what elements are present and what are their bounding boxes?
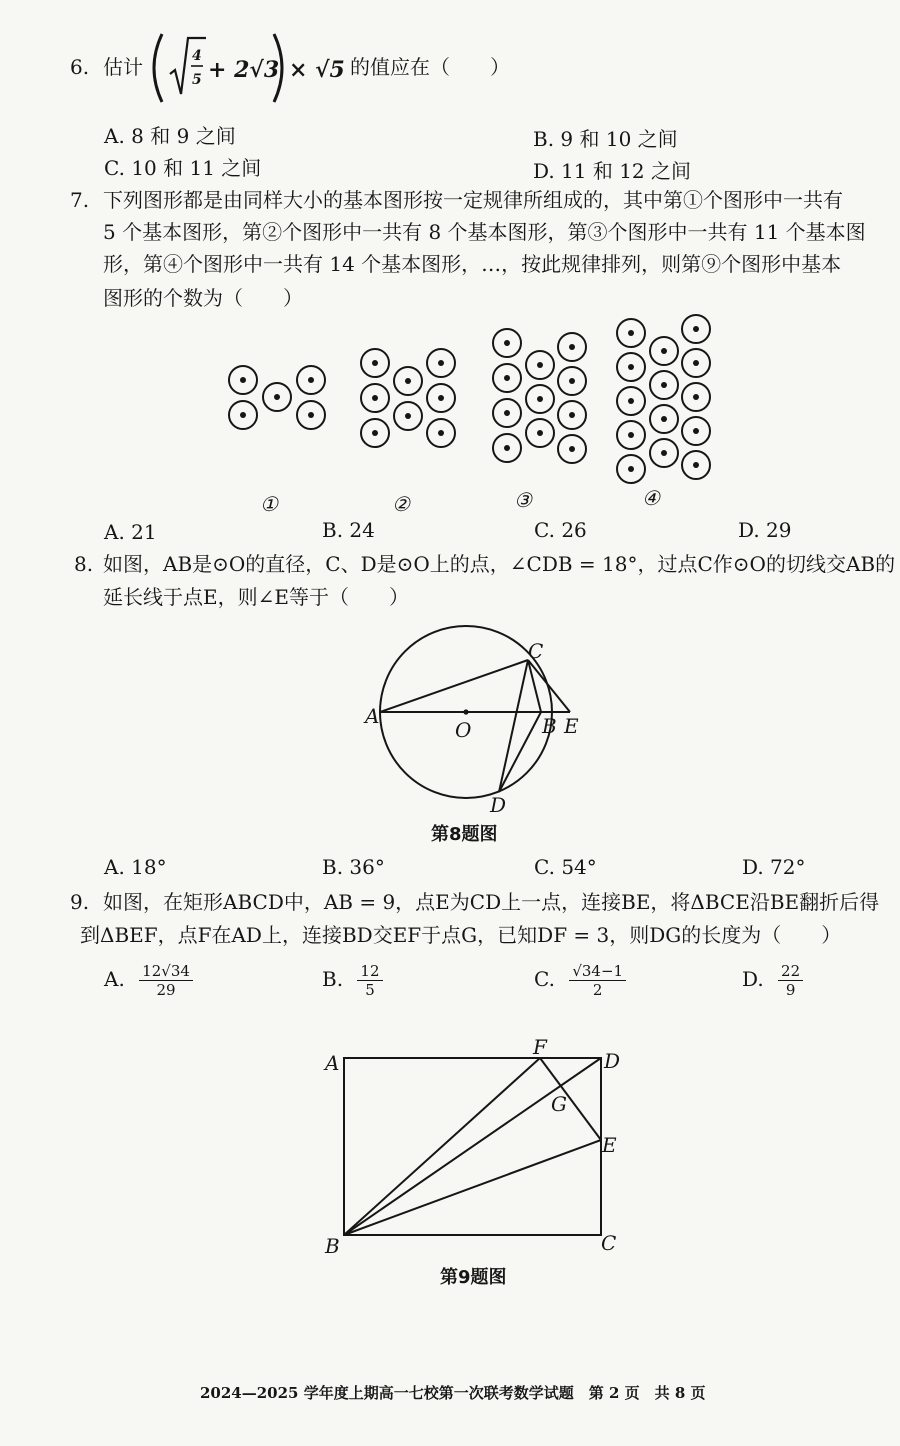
point-label-g: G: [551, 1092, 567, 1116]
circle-unit-icon: [682, 417, 710, 445]
q6-radicand-den: 5: [192, 72, 202, 88]
q7-option-b: B. 24: [322, 518, 375, 542]
circle-unit-icon: [558, 333, 586, 361]
circle-unit-icon: [394, 367, 422, 395]
point-label-b: B: [542, 714, 557, 738]
line-be: [344, 1140, 601, 1235]
circle-unit-icon: [297, 401, 325, 429]
line-bf: [344, 1058, 540, 1235]
q6-option-a: A. 8 和 9 之间: [104, 124, 236, 148]
circle-unit-icon: [493, 434, 521, 462]
circle-unit-icon: [682, 383, 710, 411]
q6-option-c: C. 10 和 11 之间: [104, 156, 262, 180]
circle-unit-icon: [558, 367, 586, 395]
q8-circle-figure: [355, 625, 595, 825]
point-label-d: D: [604, 1049, 621, 1073]
circle-unit-icon: [263, 383, 291, 411]
q7-option-c: C. 26: [534, 518, 587, 542]
q8-option-c: C. 54°: [534, 855, 597, 879]
circle-unit-icon: [617, 319, 645, 347]
q9-line-2: 到ΔBEF，点F在AD上，连接BD交EF于点G，已知DF = 3，则DG的长度为（ ）: [80, 923, 842, 947]
q7-pattern-figure: [210, 305, 730, 525]
q6-radicand-num: 4: [192, 48, 202, 64]
fraction: $\frac{12}{5}$: [357, 962, 382, 999]
pattern-label-1: ①: [260, 492, 278, 516]
q8-option-b: B. 36°: [322, 855, 385, 879]
point-label-f: F: [533, 1035, 547, 1059]
q7-option-d: D. 29: [738, 518, 792, 542]
circle-unit-icon: [493, 329, 521, 357]
q6-plus-term: + 2√3: [208, 57, 280, 83]
circle-unit-icon: [361, 419, 389, 447]
pattern-4: [617, 315, 710, 483]
circle-unit-icon: [617, 353, 645, 381]
q9-line-1: 如图，在矩形ABCD中，AB = 9，点E为CD上一点，连接BE，将ΔBCE沿BE翻折后得: [103, 890, 880, 914]
q7-line-3: 形，第④个图形中一共有 14 个基本图形，…，按此规律排列，则第⑨个图形中基本: [103, 252, 842, 276]
fraction: $\frac{√34-1}{2}$: [569, 962, 626, 999]
page-footer: 2024—2025 学年度上期高一七校第一次联考数学试题 第 2 页 共 8 页: [200, 1384, 706, 1402]
line-ac: [380, 660, 528, 712]
pattern-label-3: ③: [514, 488, 532, 512]
q6-lead: 估计: [103, 55, 143, 79]
left-paren-icon: [154, 34, 162, 102]
circle-unit-icon: [650, 371, 678, 399]
circle-unit-icon: [493, 399, 521, 427]
q8-figure-caption: 第8题图: [431, 824, 498, 845]
line-bd: [344, 1058, 601, 1235]
circle-unit-icon: [394, 402, 422, 430]
q6-option-b: B. 9 和 10 之间: [533, 127, 678, 151]
point-label-o: O: [455, 718, 472, 742]
q6-times-term: × √5: [289, 57, 345, 83]
q9-option-d: D. $\frac{22}{9}$: [742, 962, 803, 999]
line-cd: [499, 660, 528, 792]
q9-figure-caption: 第9题图: [440, 1267, 507, 1288]
q8-number: 8.: [74, 552, 94, 576]
q9-option-a: A. $\frac{12√34}{29}$: [104, 962, 193, 999]
circle-unit-icon: [650, 337, 678, 365]
circle-unit-icon: [682, 451, 710, 479]
circle-unit-icon: [526, 419, 554, 447]
point-label-c: C: [601, 1231, 617, 1255]
circle-unit-icon: [361, 384, 389, 412]
fraction: $\frac{12√34}{29}$: [139, 962, 193, 999]
point-label-e: E: [564, 714, 579, 738]
point-label-d: D: [490, 793, 507, 817]
circle-unit-icon: [229, 366, 257, 394]
q9-option-c: C. $\frac{√34-1}{2}$: [534, 962, 626, 999]
circle-unit-icon: [427, 419, 455, 447]
pattern-3: [493, 329, 586, 463]
q6-expression: [148, 30, 345, 106]
circle-unit-icon: [558, 435, 586, 463]
q6-number: 6.: [70, 55, 90, 79]
q9-rectangle-figure: [315, 1030, 630, 1260]
q7-line-2: 5 个基本图形，第②个图形中一共有 8 个基本图形，第③个图形中一共有 11 个基本图: [103, 220, 866, 244]
circle-unit-icon: [427, 384, 455, 412]
circle-unit-icon: [427, 349, 455, 377]
circle-unit-icon: [650, 405, 678, 433]
circle-unit-icon: [617, 455, 645, 483]
pattern-label-4: ④: [642, 486, 660, 510]
circle-unit-icon: [493, 364, 521, 392]
q6-option-d: D. 11 和 12 之间: [533, 159, 692, 183]
q7-line-1: 下列图形都是由同样大小的基本图形按一定规律所组成的，其中第①个图形中一共有: [103, 188, 843, 212]
circle-unit-icon: [526, 385, 554, 413]
point-label-a: A: [365, 704, 380, 728]
circle-unit-icon: [229, 401, 257, 429]
q7-line-4: 图形的个数为（ ）: [103, 286, 303, 310]
q9-option-b: B. $\frac{12}{5}$: [322, 962, 383, 999]
circle-unit-icon: [650, 439, 678, 467]
circle-unit-icon: [617, 387, 645, 415]
circle-unit-icon: [682, 315, 710, 343]
q8-line-1: 如图，AB是⊙O的直径，C、D是⊙O上的点，∠CDB = 18°，过点C作⊙O的切线交AB的: [103, 552, 896, 576]
pattern-1: [229, 366, 325, 429]
q7-option-a: A. 21: [104, 520, 157, 544]
circle-unit-icon: [558, 401, 586, 429]
circle-unit-icon: [682, 349, 710, 377]
line-fe: [540, 1058, 601, 1140]
q8-line-2: 延长线于点E，则∠E等于（ ）: [103, 585, 409, 609]
center-dot-icon: [463, 709, 468, 714]
circle-unit-icon: [526, 351, 554, 379]
q8-option-d: D. 72°: [742, 855, 806, 879]
q8-option-a: A. 18°: [104, 855, 167, 879]
circle-unit-icon: [361, 349, 389, 377]
circle-unit-icon: [617, 421, 645, 449]
circle-unit-icon: [297, 366, 325, 394]
pattern-2: [361, 349, 455, 447]
point-label-a: A: [325, 1051, 340, 1075]
q6-tail: 的值应在（ ）: [350, 55, 510, 79]
point-label-b: B: [325, 1234, 340, 1258]
pattern-label-2: ②: [392, 492, 410, 516]
point-label-e: E: [602, 1133, 617, 1157]
point-label-c: C: [528, 639, 544, 663]
q7-number: 7.: [70, 188, 90, 212]
q9-number: 9.: [70, 890, 90, 914]
fraction: $\frac{22}{9}$: [778, 962, 803, 999]
